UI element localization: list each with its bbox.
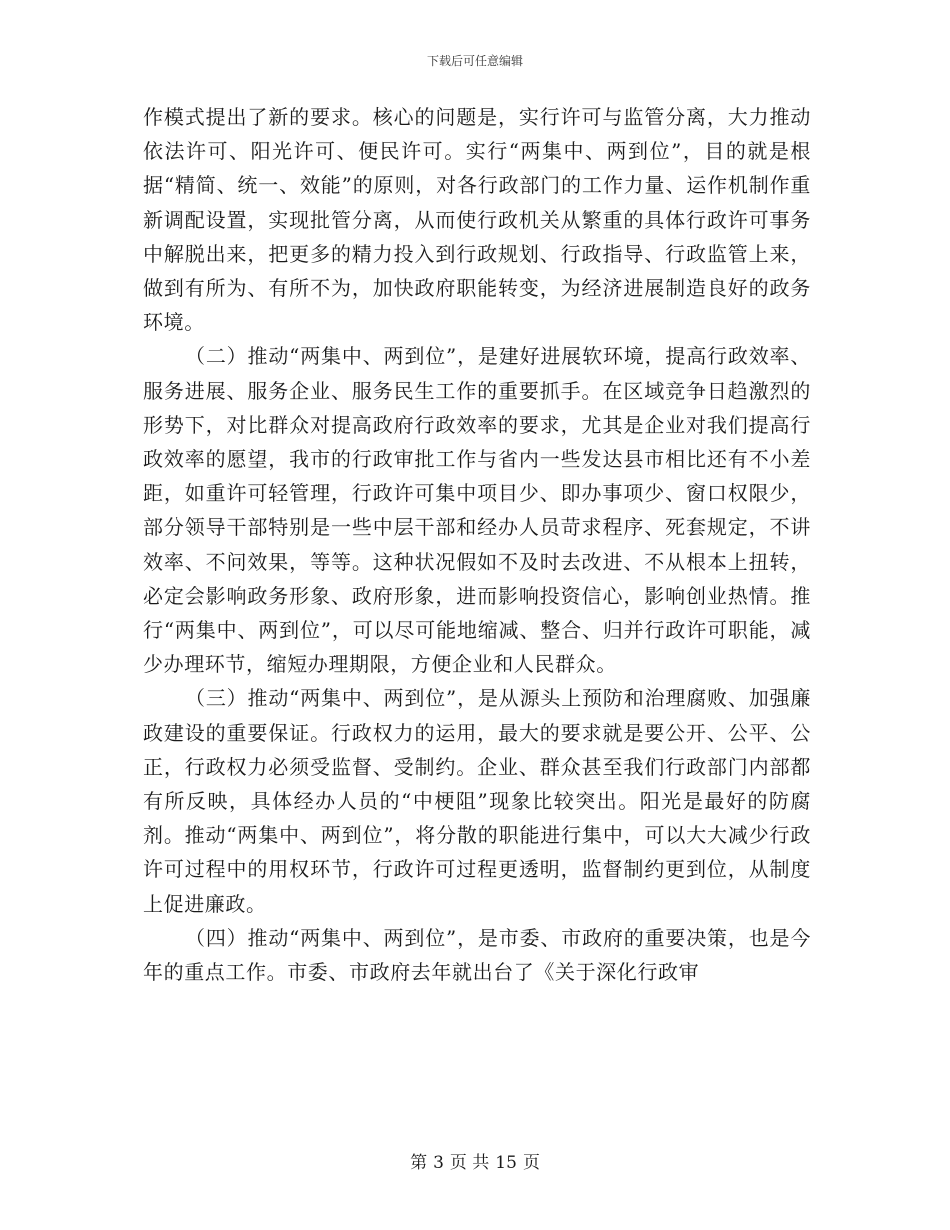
page-number-middle: 页 共 bbox=[449, 1153, 490, 1173]
page-header bbox=[0, 53, 950, 69]
paragraph-section-3: （三）推动“两集中、两到位”，是从源头上预防和治理腐败、加强廉政建设的重要保证。行政权力的运用，最大的要求就是要公开、公平、公正，行政权力必须受监督、受制约。企业、群众甚至我们行政部门内部都有所反映，具体经办人员的“中梗阻”现象比较突出。阳光是最好的防腐剂。推动“两集中、两到位”，将分散的职能进行集中，可以大大减少行政许可过程中的用权环节，行政许可过程更透明，监督制约更到位，从制度上促进廉政。 bbox=[143, 686, 811, 916]
paragraph-section-4: （四）推动“两集中、两到位”，是市委、市政府的重要决策，也是今年的重点工作。市委、市政府去年就出台了《关于深化行政审 bbox=[143, 925, 811, 985]
header-note: 下载后可任意编辑 bbox=[426, 54, 523, 68]
current-page-number: 3 bbox=[433, 1153, 444, 1173]
page-footer bbox=[0, 1152, 950, 1174]
document-body bbox=[143, 100, 811, 989]
page-number-suffix: 页 bbox=[522, 1153, 540, 1173]
paragraph-section-2: （二）推动“两集中、两到位”，是建好进展软环境，提高行政效率、服务进展、服务企业、服务民生工作的重要抓手。在区域竞争日趋激烈的形势下，对比群众对提高政府行政效率的要求，尤其是企业对我们提高行政效率的愿望，我市的行政审批工作与省内一些发达县市相比还有不小差距，如重许可轻管理，行政许可集中项目少、即办事项少、窗口权限少，部分领导干部特别是一些中层干部和经办人员苛求程序、死套规定，不讲效率、不问效果，等等。这种状况假如不及时去改进、不从根本上扭转，必定会影响政务形象、政府形象，进而影响投资信心，影响创业热情。推行“两集中、两到位”，可以尽可能地缩减、整合、归并行政许可职能，减少办理环节，缩短办理期限，方便企业和人民群众。 bbox=[143, 344, 811, 677]
total-page-count: 15 bbox=[495, 1153, 517, 1173]
paragraph-continuation: 作模式提出了新的要求。核心的问题是，实行许可与监管分离，大力推动依法许可、阳光许可、便民许可。实行“两集中、两到位”，目的就是根据“精简、统一、效能”的原则，对各行政部门的工作力量、运作机制作重新调配设置，实现批管分离，从而使行政机关从繁重的具体行政许可事务中解脱出来，把更多的精力投入到行政规划、行政指导、行政监管上来，做到有所为、有所不为，加快政府职能转变，为经济进展制造良好的政务环境。 bbox=[143, 105, 811, 335]
page-number-prefix: 第 bbox=[410, 1153, 428, 1173]
